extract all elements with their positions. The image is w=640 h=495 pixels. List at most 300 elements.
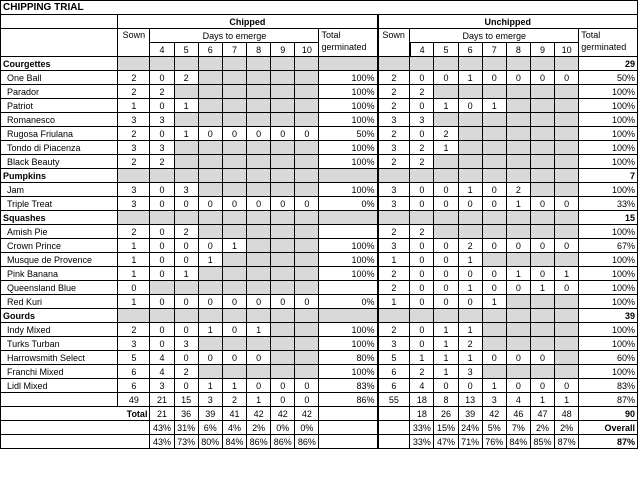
percent-row: [1, 421, 638, 435]
unchipped-value: 0: [434, 239, 458, 253]
category-blank: [482, 211, 506, 225]
unchipped-value: [482, 141, 506, 155]
category-blank: [458, 57, 482, 71]
subtotal-chipped: 49: [118, 393, 150, 407]
category-blank: [247, 169, 271, 183]
chipped-value: [174, 141, 198, 155]
subtotal-chipped: 21: [150, 393, 174, 407]
category-blank: [378, 169, 410, 183]
total-row: [1, 407, 638, 421]
chipped-value: 1: [198, 253, 222, 267]
unchipped-value: [555, 99, 579, 113]
unchipped-value: 3: [458, 365, 482, 379]
unchipped-value: 2: [378, 281, 410, 295]
subtotal-unchipped: 13: [458, 393, 482, 407]
chipped-value: [222, 365, 246, 379]
chipped-value: 1: [174, 127, 198, 141]
chipped-value: [247, 239, 271, 253]
header-sown-chipped: Sown: [118, 29, 150, 57]
unchipped-total: 100%: [579, 267, 638, 281]
chipped-total: 50%: [319, 127, 378, 141]
unchipped-value: 2: [434, 127, 458, 141]
unchipped-value: 2: [410, 365, 434, 379]
unchipped-value: 3: [378, 183, 410, 197]
subtotal-chipped: 0: [295, 393, 319, 407]
chipped-value: [295, 281, 319, 295]
unchipped-value: 2: [378, 225, 410, 239]
cum-label: [1, 435, 150, 449]
chipped-value: [247, 337, 271, 351]
unchipped-value: [458, 127, 482, 141]
chipped-total: 100%: [319, 323, 378, 337]
total-unchipped-cum: 39: [458, 407, 482, 421]
category-blank-total: [319, 57, 378, 71]
unchipped-total: 100%: [579, 127, 638, 141]
unchipped-value: 0: [506, 239, 530, 253]
category-blank: [295, 309, 319, 323]
percent-chipped: 0%: [271, 421, 295, 435]
chipped-value: [222, 85, 246, 99]
chipped-value: 4: [150, 351, 174, 365]
subtotal-row: [1, 393, 638, 407]
unchipped-value: 1: [458, 71, 482, 85]
chipped-value: 2: [174, 71, 198, 85]
item-name: Tondo di Piacenza: [1, 141, 118, 155]
unchipped-value: 1: [434, 337, 458, 351]
total-unchipped-cum: 26: [434, 407, 458, 421]
chipped-total: 100%: [319, 155, 378, 169]
chipped-value: 0: [150, 267, 174, 281]
category-blank: [530, 169, 554, 183]
unchipped-value: [458, 225, 482, 239]
chipped-value: 0: [295, 295, 319, 309]
category-blank: [222, 169, 246, 183]
unchipped-value: 2: [458, 239, 482, 253]
chipped-value: [295, 183, 319, 197]
category-blank: [410, 57, 434, 71]
category-blank: [150, 169, 174, 183]
chipped-value: 0: [271, 379, 295, 393]
total-blank: [378, 407, 410, 421]
unchipped-value: 0: [410, 295, 434, 309]
unchipped-value: 0: [506, 379, 530, 393]
chipped-value: 0: [174, 295, 198, 309]
percent-label: [1, 421, 150, 435]
unchipped-total: 33%: [579, 197, 638, 211]
unchipped-value: 1: [506, 197, 530, 211]
chipped-total: 0%: [319, 197, 378, 211]
unchipped-value: 0: [434, 183, 458, 197]
item-row: [1, 71, 638, 85]
unchipped-value: 0: [410, 267, 434, 281]
chipped-value: 3: [118, 337, 150, 351]
category-blank: [434, 211, 458, 225]
chipped-value: [198, 183, 222, 197]
percent-chipped: 31%: [174, 421, 198, 435]
category-blank: [458, 309, 482, 323]
cum-unchipped: 71%: [458, 435, 482, 449]
chipped-value: [247, 183, 271, 197]
chipped-value: [198, 71, 222, 85]
total-unchipped-cum: 42: [482, 407, 506, 421]
chipped-value: 2: [118, 323, 150, 337]
chipped-total: 100%: [319, 267, 378, 281]
unchipped-value: 0: [530, 379, 554, 393]
chipped-value: 6: [118, 379, 150, 393]
unchipped-value: 0: [506, 351, 530, 365]
item-name: Turks Turban: [1, 337, 118, 351]
header-day-unchipped-7: 7: [482, 43, 506, 57]
chipped-value: [247, 253, 271, 267]
chipped-value: [295, 365, 319, 379]
category-blank: [118, 211, 150, 225]
unchipped-value: 1: [434, 351, 458, 365]
unchipped-value: 0: [482, 239, 506, 253]
header-unchipped: Unchipped: [378, 15, 638, 29]
header-day-unchipped-8: 8: [506, 43, 530, 57]
chipped-value: [295, 141, 319, 155]
unchipped-value: [555, 351, 579, 365]
chipped-value: 0: [150, 71, 174, 85]
chipped-value: 3: [118, 183, 150, 197]
category-blank: [530, 211, 554, 225]
unchipped-value: [530, 113, 554, 127]
chipped-value: [271, 267, 295, 281]
category-blank: [198, 211, 222, 225]
unchipped-value: 4: [410, 379, 434, 393]
chipped-value: [295, 155, 319, 169]
unchipped-value: 0: [458, 379, 482, 393]
unchipped-value: [530, 295, 554, 309]
unchipped-value: 2: [378, 267, 410, 281]
chipped-value: 0: [247, 197, 271, 211]
unchipped-value: [555, 323, 579, 337]
category-blank: [458, 211, 482, 225]
chipped-value: [198, 267, 222, 281]
chipped-value: 1: [174, 267, 198, 281]
total-unchipped: 90: [579, 407, 638, 421]
header-row-group: [1, 15, 638, 29]
percent-chipped: 2%: [247, 421, 271, 435]
percent-unchipped: 2%: [530, 421, 554, 435]
percent-blank: [378, 421, 410, 435]
chipped-value: 0: [222, 127, 246, 141]
chipped-total: 100%: [319, 85, 378, 99]
item-name: Queensland Blue: [1, 281, 118, 295]
subtotal-unchipped: 55: [378, 393, 410, 407]
unchipped-value: [530, 365, 554, 379]
unchipped-value: [555, 295, 579, 309]
unchipped-value: 0: [530, 71, 554, 85]
item-name: Harrowsmith Select: [1, 351, 118, 365]
category-blank: [222, 57, 246, 71]
chipped-value: [222, 113, 246, 127]
unchipped-value: 0: [410, 127, 434, 141]
header-day-chipped-6: 6: [198, 43, 222, 57]
unchipped-value: 0: [458, 267, 482, 281]
category-blank: [222, 309, 246, 323]
chipped-value: [150, 281, 174, 295]
chipped-value: 0: [247, 351, 271, 365]
item-name: Jam: [1, 183, 118, 197]
category-blank: [434, 169, 458, 183]
chipped-value: [247, 99, 271, 113]
chipped-value: 0: [271, 295, 295, 309]
category-blank: [378, 309, 410, 323]
unchipped-value: 2: [378, 155, 410, 169]
unchipped-value: 0: [410, 323, 434, 337]
unchipped-value: [555, 85, 579, 99]
unchipped-value: 1: [378, 295, 410, 309]
chipped-value: [247, 267, 271, 281]
item-name: Musque de Provence: [1, 253, 118, 267]
header-day-chipped-7: 7: [222, 43, 246, 57]
unchipped-total: 100%: [579, 225, 638, 239]
cum-chipped: 84%: [222, 435, 246, 449]
category-blank: [555, 57, 579, 71]
chipped-value: [222, 183, 246, 197]
unchipped-value: 0: [434, 379, 458, 393]
unchipped-value: 3: [378, 141, 410, 155]
chipped-value: 1: [198, 379, 222, 393]
chipped-total: 100%: [319, 365, 378, 379]
chipped-value: [198, 225, 222, 239]
percent-unchipped: 7%: [506, 421, 530, 435]
chipped-value: [222, 141, 246, 155]
chipped-value: [174, 281, 198, 295]
total-chipped-cum: 21: [150, 407, 174, 421]
unchipped-value: 1: [482, 295, 506, 309]
unchipped-total: 83%: [579, 379, 638, 393]
total-chipped-cum: 39: [198, 407, 222, 421]
chipped-value: [222, 267, 246, 281]
subtotal-unchipped: 4: [506, 393, 530, 407]
subtotal-unchipped: 3: [482, 393, 506, 407]
chipped-value: [222, 99, 246, 113]
unchipped-total: 100%: [579, 253, 638, 267]
unchipped-value: 3: [378, 197, 410, 211]
unchipped-value: [506, 113, 530, 127]
percent-unchipped: 15%: [434, 421, 458, 435]
percent-unchipped: 33%: [410, 421, 434, 435]
unchipped-value: [482, 253, 506, 267]
item-row: [1, 239, 638, 253]
chipped-total: 100%: [319, 141, 378, 155]
subtotal-unchipped: 1: [530, 393, 554, 407]
category-blank: [174, 169, 198, 183]
category-blank: [530, 57, 554, 71]
percent-overall-label: Overall: [579, 421, 638, 435]
chipped-total: 83%: [319, 379, 378, 393]
unchipped-value: [555, 183, 579, 197]
unchipped-value: [555, 141, 579, 155]
chipped-value: [271, 85, 295, 99]
unchipped-value: [530, 141, 554, 155]
unchipped-value: [530, 183, 554, 197]
category-name: Pumpkins: [1, 169, 118, 183]
header-day-unchipped-10: 10: [555, 43, 579, 57]
unchipped-value: 2: [378, 71, 410, 85]
chipped-value: [295, 113, 319, 127]
unchipped-value: [555, 337, 579, 351]
category-blank: [506, 169, 530, 183]
unchipped-value: 0: [555, 239, 579, 253]
category-blank: [295, 57, 319, 71]
chipped-value: [271, 351, 295, 365]
category-blank: [150, 57, 174, 71]
unchipped-value: 2: [458, 337, 482, 351]
subtotal-chipped: 3: [198, 393, 222, 407]
cum-unchipped: 84%: [506, 435, 530, 449]
chipped-value: [222, 337, 246, 351]
unchipped-value: 1: [434, 141, 458, 155]
chipped-value: 0: [150, 239, 174, 253]
chipped-value: 1: [247, 323, 271, 337]
item-row: [1, 281, 638, 295]
unchipped-total: 100%: [579, 281, 638, 295]
unchipped-value: 0: [410, 337, 434, 351]
unchipped-value: 2: [378, 323, 410, 337]
unchipped-value: [458, 113, 482, 127]
category-blank: [530, 309, 554, 323]
chipped-total: 100%: [319, 239, 378, 253]
chipped-value: 4: [150, 365, 174, 379]
category-blank: [198, 57, 222, 71]
item-row: [1, 141, 638, 155]
unchipped-value: [482, 337, 506, 351]
category-blank: [174, 57, 198, 71]
unchipped-value: 3: [410, 113, 434, 127]
category-blank: [174, 211, 198, 225]
unchipped-value: 1: [482, 99, 506, 113]
unchipped-value: [482, 365, 506, 379]
chipped-value: 1: [118, 99, 150, 113]
category-blank: [555, 309, 579, 323]
unchipped-value: [506, 141, 530, 155]
chipped-value: [271, 99, 295, 113]
unchipped-value: 1: [410, 351, 434, 365]
cum-unchipped: 76%: [482, 435, 506, 449]
unchipped-value: 0: [482, 281, 506, 295]
header-day-unchipped-9: 9: [530, 43, 554, 57]
unchipped-value: [555, 253, 579, 267]
chipped-value: [247, 365, 271, 379]
chipped-value: [271, 71, 295, 85]
chipped-value: 2: [118, 225, 150, 239]
subtotal-chipped-total: 86%: [319, 393, 378, 407]
item-row: [1, 323, 638, 337]
percent-chipped-total: [319, 421, 378, 435]
chipped-total: 100%: [319, 337, 378, 351]
chipped-value: 1: [174, 99, 198, 113]
chipped-value: 2: [118, 127, 150, 141]
category-row: [1, 169, 638, 183]
unchipped-value: 0: [458, 295, 482, 309]
subtotal-chipped: 1: [247, 393, 271, 407]
category-blank: [271, 211, 295, 225]
unchipped-value: 0: [410, 281, 434, 295]
header-day-chipped-9: 9: [271, 43, 295, 57]
unchipped-value: 2: [378, 99, 410, 113]
chipped-value: 0: [222, 295, 246, 309]
unchipped-value: 1: [482, 379, 506, 393]
unchipped-value: 0: [530, 197, 554, 211]
unchipped-value: 0: [555, 281, 579, 295]
chipped-value: 3: [150, 141, 174, 155]
category-row: [1, 57, 638, 71]
chipped-value: [295, 85, 319, 99]
unchipped-total: 60%: [579, 351, 638, 365]
chipped-value: 5: [118, 351, 150, 365]
chipped-value: 0: [295, 379, 319, 393]
unchipped-value: 0: [434, 253, 458, 267]
chipped-total: 100%: [319, 183, 378, 197]
header-days-chipped: Days to emerge: [150, 29, 319, 43]
item-name: Pink Banana: [1, 267, 118, 281]
unchipped-value: [506, 99, 530, 113]
subtotal-label: [1, 393, 118, 407]
chipped-value: [271, 337, 295, 351]
unchipped-value: 1: [555, 267, 579, 281]
category-blank: [295, 169, 319, 183]
item-name: Rugosa Friulana: [1, 127, 118, 141]
cum-chipped: 86%: [247, 435, 271, 449]
category-blank-total: [319, 309, 378, 323]
chipped-value: 0: [150, 99, 174, 113]
subtotal-unchipped: 8: [434, 393, 458, 407]
category-blank: [198, 309, 222, 323]
chipped-value: 0: [271, 127, 295, 141]
unchipped-total: 100%: [579, 337, 638, 351]
unchipped-value: [506, 295, 530, 309]
category-blank: [555, 169, 579, 183]
unchipped-value: [434, 85, 458, 99]
unchipped-value: 0: [530, 267, 554, 281]
category-blank: [410, 211, 434, 225]
item-name: Black Beauty: [1, 155, 118, 169]
blank: [1, 29, 118, 57]
category-blank: [271, 57, 295, 71]
category-total-unchipped: 29: [579, 57, 638, 71]
chipped-value: [295, 239, 319, 253]
category-total-unchipped: 39: [579, 309, 638, 323]
chipped-value: 2: [150, 85, 174, 99]
total-unchipped-cum: 47: [530, 407, 554, 421]
unchipped-value: [506, 253, 530, 267]
unchipped-value: 0: [555, 71, 579, 85]
chipped-value: [247, 85, 271, 99]
unchipped-value: 6: [378, 379, 410, 393]
unchipped-value: [506, 225, 530, 239]
category-blank: [295, 211, 319, 225]
unchipped-value: 0: [410, 99, 434, 113]
chipped-value: 3: [118, 113, 150, 127]
total-chipped-cum: 41: [222, 407, 246, 421]
total-label: Total: [1, 407, 150, 421]
total-unchipped-cum: 18: [410, 407, 434, 421]
unchipped-value: [530, 155, 554, 169]
header-chipped: Chipped: [118, 15, 378, 29]
chipped-value: 0: [174, 351, 198, 365]
cum-overall-value: 87%: [579, 435, 638, 449]
cum-unchipped: 85%: [530, 435, 554, 449]
chipped-value: [174, 113, 198, 127]
chipped-total: [319, 225, 378, 239]
category-blank: [222, 211, 246, 225]
category-blank: [410, 309, 434, 323]
chipped-value: [222, 253, 246, 267]
cumulative-percent-row: [1, 435, 638, 449]
